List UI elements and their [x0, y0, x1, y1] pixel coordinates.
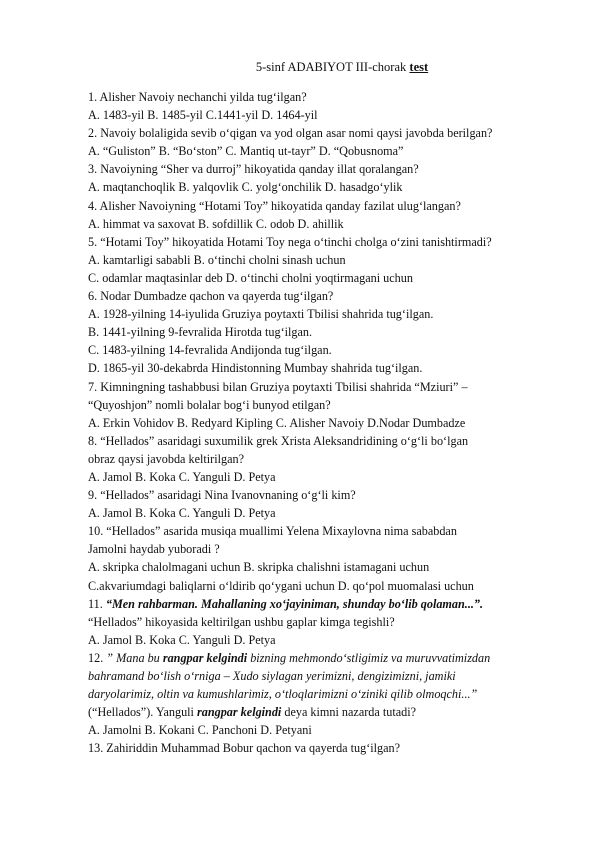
answers-4: A. himmat va saxovat B. sofdillik C. odob D. ahillik: [88, 216, 344, 231]
title-text: 5-sinf ADABIYOT III-chorak: [255, 60, 410, 74]
answers-12: A. Jamolni B. Kokani C. Panchoni D. Petyani: [88, 723, 312, 738]
question-12-line-4: [88, 703, 556, 721]
question-9: 9. “Hellados” asaridagi Nina Ivanovnaning o‘g‘li kim?: [88, 488, 356, 503]
question-4: 4. Alisher Navoiyning “Hotami Toy” hikoyatida qanday fazilat ulug‘langan?: [88, 198, 461, 213]
answer-6-b: B. 1441-yilning 9-fevralida Hirotda tug‘ilgan.: [88, 325, 313, 340]
question-12-source: (“Hellados”). Yanguli: [88, 705, 197, 720]
question-list: [88, 88, 556, 757]
answers-1: A. 1483-yil B. 1485-yil C.1441-yil D. 1464-yil: [88, 108, 318, 123]
question-2: 2. Navoiy bolaligida sevib o‘qigan va yod olgan asar nomi qaysi javobda berilgan?: [88, 126, 493, 141]
question-12-number: 12.: [88, 650, 104, 665]
answers-2: A. “Guliston” B. “Bo‘ston” C. Mantiq ut-tayr” D. “Qobusnoma”: [88, 144, 404, 159]
answers-5-ab: A. kamtarligi sababli B. o‘tinchi cholni sinash uchun: [88, 252, 346, 267]
question-13: 13. Zahiriddin Muhammad Bobur qachon va qayerda tug‘ilgan?: [88, 741, 401, 756]
question-8-line-1: 8. “Hellados” asaridagi suxumilik grek Xrista Aleksandridining o‘g‘li bo‘lgan: [88, 433, 469, 448]
answers-10-ab: A. skripka chalolmagani uchun B. skripka chalishni istamagani uchun: [88, 560, 430, 575]
question-8-line-2: obraz qaysi javobda keltirilgan?: [88, 451, 245, 466]
question-12-bold-phrase: rangpar kelgindi: [162, 650, 248, 665]
answers-3: A. maqtanchoqlik B. yalqovlik C. yolg‘onchilik D. hasadgo‘ylik: [88, 180, 403, 195]
question-12-bold-phrase-2: rangpar kelgindi: [197, 705, 282, 720]
question-11-text: “Hellados” hikoyasida keltirilgan ushbu gaplar kimga tegishli?: [88, 614, 395, 629]
answer-6-d: D. 1865-yil 30-dekabrda Hindistonning Mumbay shahrida tug‘ilgan.: [88, 361, 423, 376]
question-11-number: 11.: [88, 596, 106, 611]
answers-9: A. Jamol B. Koka C. Yanguli D. Petya: [88, 506, 276, 521]
question-11-quote-line: [88, 595, 556, 613]
answer-6-a: A. 1928-yilning 14-iyulida Gruziya poytaxti Tbilisi shahrida tug‘ilgan.: [88, 307, 434, 322]
question-7-line-2: “Quyoshjon” nomli bolalar bog‘i bunyod etilgan?: [88, 397, 331, 412]
question-12-line-1: [88, 649, 556, 667]
title-test-word: test: [409, 60, 429, 74]
page-title: [88, 60, 556, 74]
question-12-line-3: daryolarimiz, oltin va kumushlarimiz, o‘tloqlarimizni o‘ziniki qilib olmoqchi...”: [88, 687, 478, 702]
question-7-line-1: 7. Kimningning tashabbusi bilan Gruziya poytaxti Tbilisi shahrida “Mziuri” –: [88, 379, 468, 394]
question-12-quote-start: ” Mana bu: [103, 650, 163, 665]
answer-6-c: C. 1483-yilning 14-fevralida Andijonda tug‘ilgan.: [88, 343, 332, 358]
question-3: 3. Navoiyning “Sher va durroj” hikoyatida qanday illat qoralangan?: [88, 162, 419, 177]
answers-8: A. Jamol B. Koka C. Yanguli D. Petya: [88, 469, 276, 484]
question-10-line-2: Jamolni haydab yuboradi ?: [88, 542, 220, 557]
question-1: 1. Alisher Navoiy nechanchi yilda tug‘ilgan?: [88, 90, 307, 104]
answers-11: A. Jamol B. Koka C. Yanguli D. Petya: [88, 632, 276, 647]
question-11-quote: “Men rahbarman. Mahallaning xo‘jayiniman, shunday bo‘lib qolaman...”.: [105, 596, 484, 611]
answers-7: A. Erkin Vohidov B. Redyard Kipling C. Alisher Navoiy D.Nodar Dumbadze: [88, 415, 466, 430]
question-12-ask: deya kimni nazarda tutadi?: [281, 705, 417, 720]
answers-5-cd: C. odamlar maqtasinlar deb D. o‘tinchi cholni yoqtirmagani uchun: [88, 270, 413, 285]
question-10-line-1: 10. “Hellados” asarida musiqa muallimi Yelena Mixaylovna nima sababdan: [88, 524, 457, 539]
question-6: 6. Nodar Dumbadze qachon va qayerda tug‘ilgan?: [88, 289, 334, 304]
question-12-line-2: bahramand bo‘lish o‘rniga – Xudo siylagan yerimizni, dengizimizni, jamiki: [88, 669, 456, 683]
question-5: 5. “Hotami Toy” hikoyatida Hotami Toy nega o‘tinchi cholga o‘zini tanishtirmadi?: [88, 234, 492, 249]
question-12-quote-rest: bizning mehmondo‘stligimiz va muruvvatimizdan: [247, 650, 491, 665]
answers-10-cd: C.akvariumdagi baliqlarni o‘ldirib qo‘ygani uchun D. qo‘pol muomalasi uchun: [88, 578, 474, 593]
